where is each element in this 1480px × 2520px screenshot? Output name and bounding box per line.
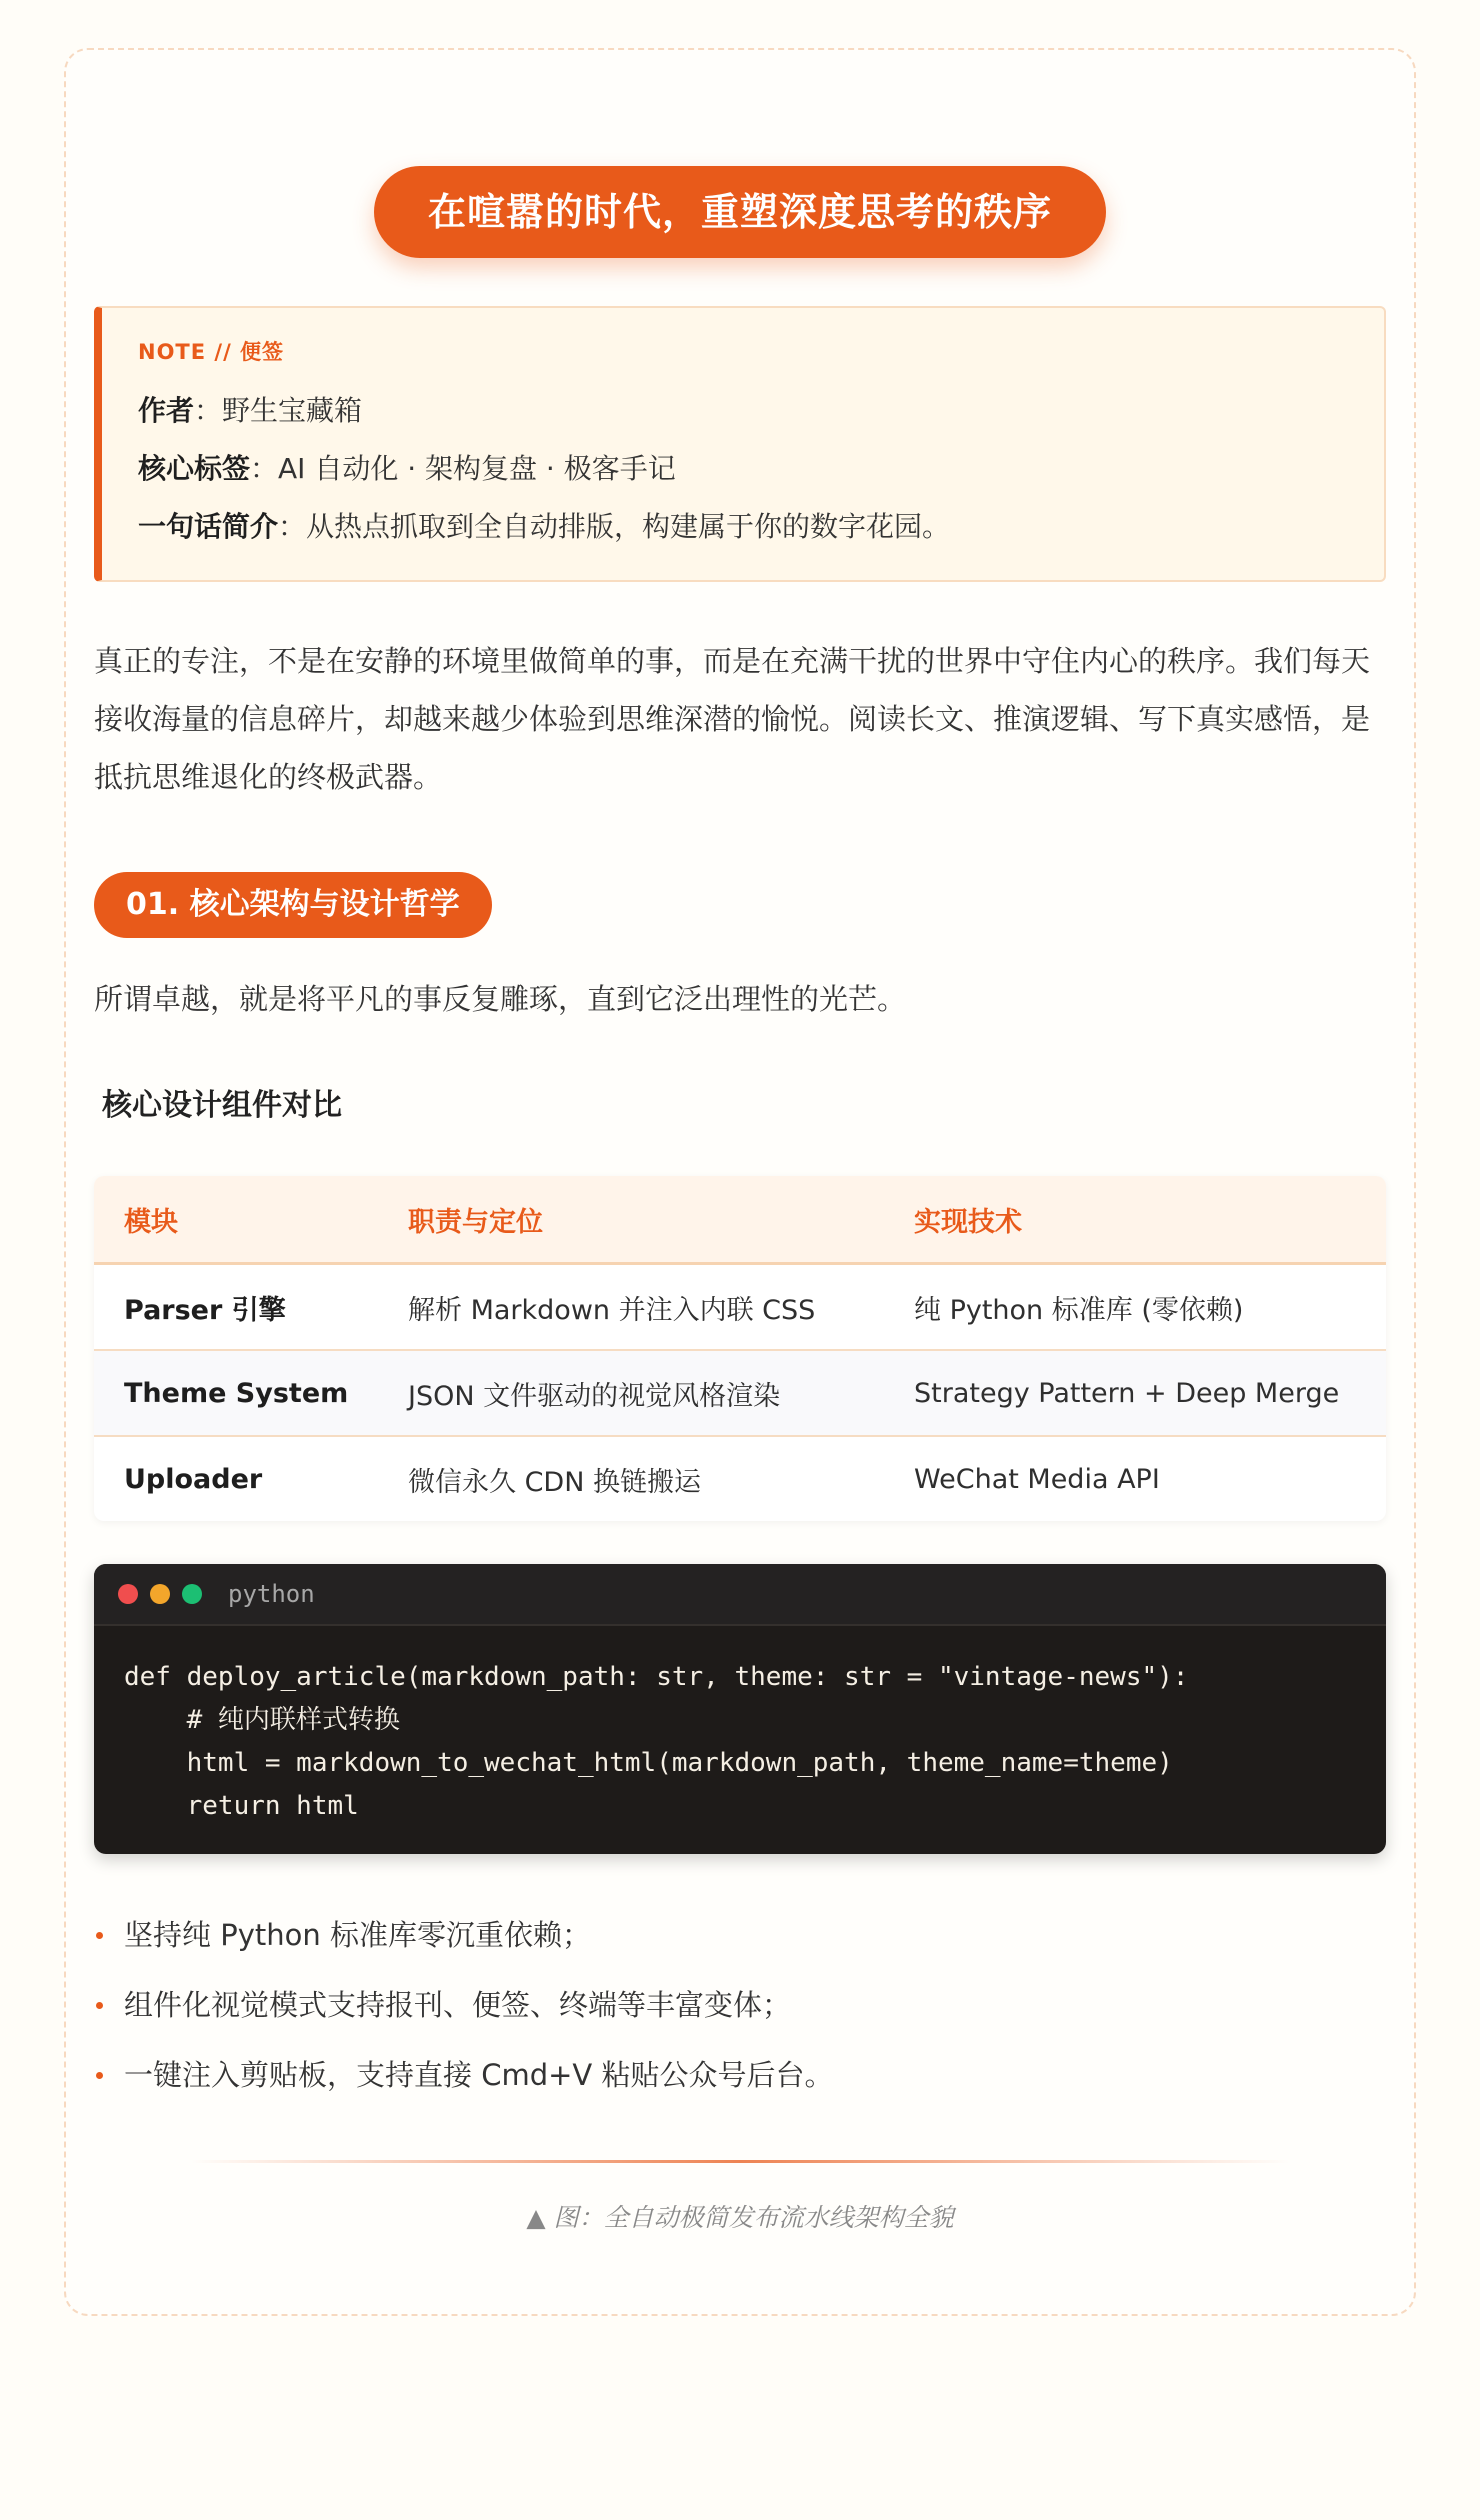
code-window-bar [94, 1564, 1386, 1626]
title-area [0, 166, 1480, 258]
window-maximize-dot-icon [182, 1584, 202, 1604]
list-item-text: 组件化视觉模式支持报刊、便签、终端等丰富变体； [124, 1988, 792, 2022]
table-cell: Theme System [124, 1377, 349, 1409]
window-minimize-dot-icon [150, 1584, 170, 1604]
table-row [94, 1265, 1386, 1351]
table-cell: Strategy Pattern + Deep Merge [914, 1377, 1340, 1409]
note-label: NOTE // 便签 [138, 340, 285, 364]
note-summary [138, 498, 1348, 556]
code-line: # 纯内联样式转换 [124, 1705, 400, 1735]
code-line: return html [124, 1791, 359, 1821]
table-cell: 解析 Markdown 并注入内联 CSS [408, 1294, 816, 1326]
section-quote: 所谓卓越，就是将平凡的事反复雕琢，直到它泛出理性的光芒。 [94, 982, 907, 1016]
note-summary-value: ：从热点抓取到全自动排版，构建属于你的数字花园。 [278, 510, 951, 543]
table-cell: Uploader [124, 1463, 263, 1495]
note-author-value: ：野生宝藏箱 [194, 394, 363, 427]
note-author-label: 作者 [138, 394, 195, 427]
table-header-cell: 模块 [124, 1206, 178, 1238]
code-language: python [228, 1580, 315, 1608]
section-divider [190, 2160, 1290, 2163]
feature-list [94, 1900, 1386, 2110]
table-cell: JSON 文件驱动的视觉风格渲染 [408, 1380, 781, 1412]
list-item-text: 坚持纯 Python 标准库零沉重依赖； [124, 1918, 591, 1952]
table-header-cell: 职责与定位 [408, 1206, 543, 1238]
bullet-dot-icon [96, 2002, 103, 2009]
window-close-dot-icon [118, 1584, 138, 1604]
table-cell: Parser 引擎 [124, 1294, 286, 1326]
code-body [94, 1626, 1386, 1828]
figure-caption: ▲ 图：全自动极简发布流水线架构全貌 [526, 2203, 954, 2232]
table-cell: WeChat Media API [914, 1463, 1160, 1495]
intro-paragraph: 真正的专注，不是在安静的环境里做简单的事，而是在充满干扰的世界中守住内心的秩序。我们每天接收海量的信息碎片，却越来越少体验到思维深潜的愉悦。阅读长文、推演逻辑、写下真实感悟，是抵抗思维退化的终极武器。 [94, 644, 1371, 794]
note-box [94, 306, 1386, 582]
table-header-cell: 实现技术 [914, 1206, 1022, 1238]
code-block [94, 1564, 1386, 1854]
list-item [94, 2040, 1386, 2110]
code-line: def deploy_article(markdown_path: str, theme: str = "vintage-news"): [124, 1662, 1189, 1692]
note-author [138, 382, 1348, 440]
note-tags [138, 440, 1348, 498]
bullet-dot-icon [96, 1932, 103, 1939]
code-line: html = markdown_to_wechat_html(markdown_path, theme_name=theme) [124, 1748, 1173, 1778]
note-tags-value: ：AI 自动化 · 架构复盘 · 极客手记 [250, 452, 676, 485]
note-tags-label: 核心标签 [138, 452, 251, 485]
bullet-dot-icon [96, 2072, 103, 2079]
list-item [94, 1900, 1386, 1970]
table-cell: 微信永久 CDN 换链搬运 [408, 1466, 702, 1498]
note-summary-label: 一句话简介 [138, 510, 279, 543]
table-cell: 纯 Python 标准库 (零依赖) [914, 1294, 1244, 1326]
table-title: 核心设计组件对比 [102, 1088, 342, 1123]
article-title: 在喧嚣的时代，重塑深度思考的秩序 [374, 166, 1106, 258]
list-item [94, 1970, 1386, 2040]
section-heading: 01. 核心架构与设计哲学 [94, 872, 492, 938]
table-row [94, 1351, 1386, 1437]
list-item-text: 一键注入剪贴板，支持直接 Cmd+V 粘贴公众号后台。 [124, 2058, 834, 2092]
comparison-table [94, 1176, 1386, 1521]
table-header-row [94, 1176, 1386, 1265]
table-row [94, 1437, 1386, 1521]
